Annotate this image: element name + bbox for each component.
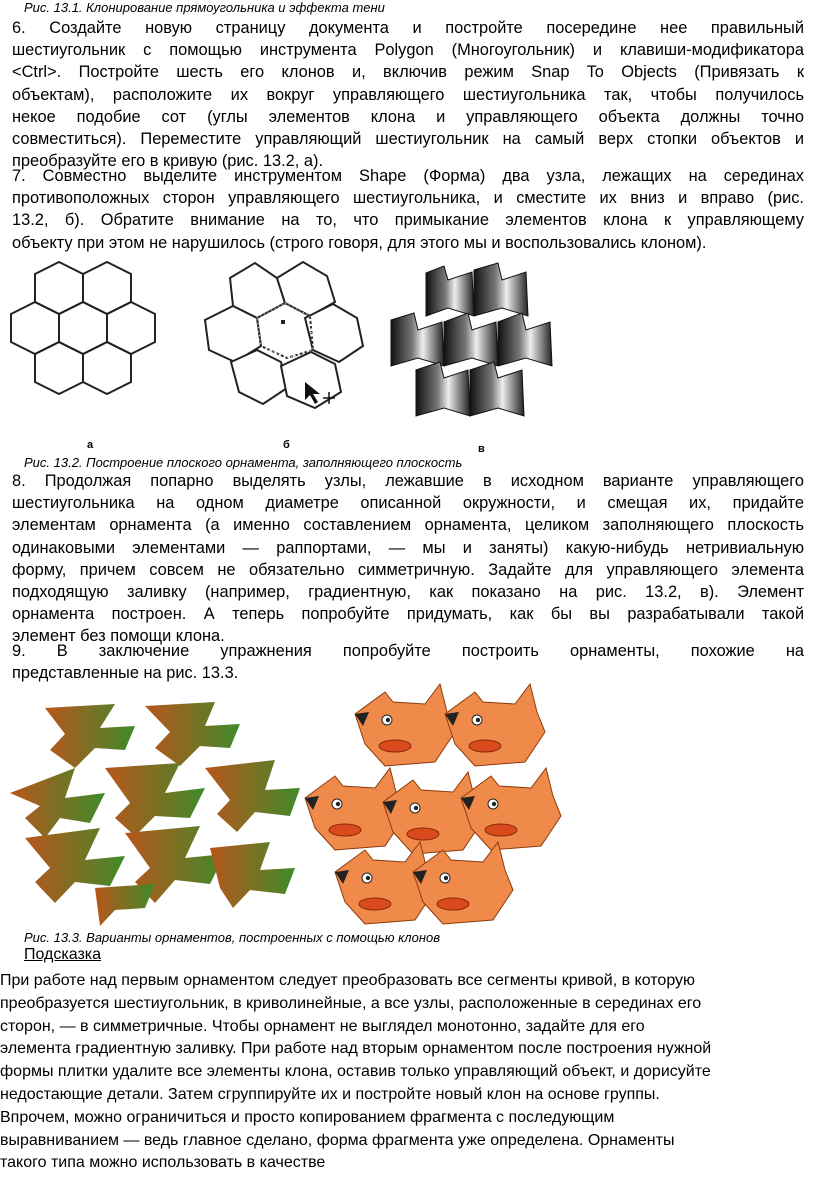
text-line: объекту при этом не нарушилось (строго говоря, для этого мы и воспользовались клоном). xyxy=(12,233,707,252)
figure-13-2-hexagon-grid xyxy=(5,258,185,453)
fish-tiles xyxy=(305,684,561,924)
figure-13-2-deformed-grid xyxy=(195,258,385,453)
text-line: выравниванием — ведь главное сделано, форма фрагмента уже определена. Орнаменты xyxy=(0,1131,675,1149)
text-line: Впрочем, можно ограничиться и просто копированием фрагмента с последующим xyxy=(0,1108,615,1126)
text-line: совместиться). Переместите управляющий шестиугольник на самый верх стопки объектов и xyxy=(12,129,804,148)
text-line: сторон, — в симметричные. Чтобы орнамент не выглядел монотонно, задайте для его xyxy=(0,1017,645,1035)
step-7-paragraph xyxy=(12,165,804,254)
figure-caption-13-2: Рис. 13.2. Построение плоского орнамента, заполняющего плоскость xyxy=(24,455,463,470)
text-line: противоположных сторон управляющего шестиугольника, и сместите их вниз и вправо (рис. xyxy=(12,189,804,208)
text-line: форму, причем совсем не обязательно симметричную. Задайте для управляющего элемента xyxy=(12,560,804,579)
text-line: преобразуется шестиугольник, в криволинейные, а все узлы, расположенные в серединах его xyxy=(0,994,702,1012)
text-line: При работе над первым орнаментом следует преобразовать все сегменты кривой, в которую xyxy=(0,972,696,989)
step-6-paragraph xyxy=(12,17,804,172)
step-9-paragraph xyxy=(12,640,804,684)
text-line: 13.2, б). Обратите внимание на то, что примыкание элементов клона к управляющему xyxy=(12,211,804,230)
text-line: недостающие детали. Затем сгруппируйте их и постройте новый клон на основе группы. xyxy=(0,1085,660,1103)
text-line: формы плитки удалите все элементы клона, оставив только управляющий объект, и дорисуйте xyxy=(0,1063,711,1081)
text-line: шестиугольника на одном диаметре описанной окружности, и смещая их, придайте xyxy=(12,494,804,513)
text-line: одинаковыми элементами — раппортами, — мы и заняты) какую-нибудь нетривиальную xyxy=(12,538,804,557)
text-line: элементам орнамента (а именно составлением орнамента, целиком заполняющего плоскость xyxy=(12,516,804,535)
text-line: такого типа можно использовать в качестве xyxy=(0,1154,326,1172)
text-line: 6. Создайте новую страницу документа и постройте посередине нее правильный xyxy=(12,19,804,37)
text-line: преобразуйте его в кривую (рис. 13.2, а). xyxy=(12,152,323,171)
text-line: 7. Совместно выделите инструментом Shape (Форма) два узла, лежащих на серединах xyxy=(12,167,804,185)
step-8-paragraph xyxy=(12,470,804,648)
figure-caption-13-1: Рис. 13.1. Клонирование прямоугольника и эффекта тени xyxy=(24,0,385,15)
text-line: представленные на рис. 13.3. xyxy=(12,664,239,683)
figure-label-a: а xyxy=(87,439,94,451)
figure-caption-13-3: Рис. 13.3. Варианты орнаментов, построенных с помощью клонов xyxy=(24,930,440,945)
figure-13-2-gradient-tiles xyxy=(386,258,576,458)
hint-title: Подсказка xyxy=(24,946,102,963)
figure-13-3-lizard-ornament xyxy=(5,698,305,928)
figure-13-3-fish-ornament xyxy=(305,682,565,932)
text-line: элемента градиентную заливку. При работе над вторым орнаментом после построения нужной xyxy=(0,1040,712,1058)
figure-label-v: в xyxy=(478,443,485,455)
text-line: элемент без помощи клона. xyxy=(12,627,225,646)
text-line: объектам), расположите их вокруг управляющего шестиугольника так, чтобы получилось xyxy=(12,85,804,104)
text-line: подходящую заливку (например, градиентную, как показано на рис. 13.2, в). Элемент xyxy=(12,582,804,601)
text-line: 8. Продолжая попарно выделять узлы, лежавшие в исходном варианте управляющего xyxy=(12,472,804,490)
hint-paragraph xyxy=(0,970,816,1175)
figure-label-b: б xyxy=(283,439,290,451)
text-line: <Ctrl>. Постройте шесть его клонов и, включив режим Snap To Objects (Привязать к xyxy=(12,63,804,82)
text-line: орнамента построен. А теперь попробуйте придумать, как бы вы разрабатывали такой xyxy=(12,605,804,624)
text-line: шестиугольник с помощью инструмента Polygon (Многоугольник) и клавиши-модификатора xyxy=(12,41,804,60)
text-line: 9. В заключение упражнения попробуйте построить орнаменты, похожие на xyxy=(12,642,804,660)
text-line: некое подобие сот (углы элементов клона и управляющего объекта должны точно xyxy=(12,107,804,126)
